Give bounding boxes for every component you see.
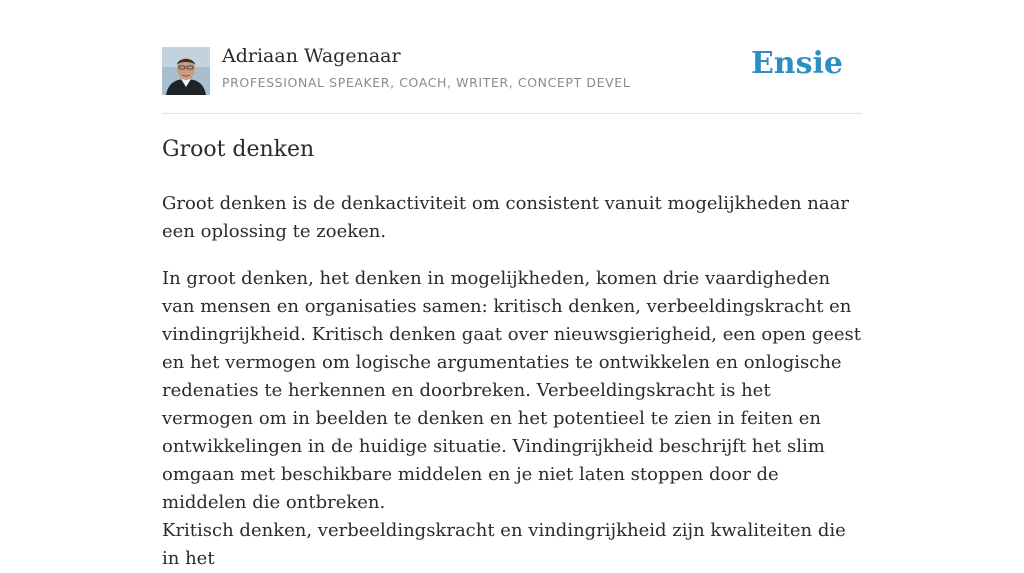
author-subtitle: PROFESSIONAL SPEAKER, COACH, WRITER, CONCEPT DEVEL <box>222 75 631 90</box>
article-paragraph-text: In groot denken, het denken in mogelijkheden, komen drie vaardigheden van mensen en organisaties samen: kritisch denken, verbeeldingskracht en vindingrijkheid. Kritisch denken gaat over nieuwsgierigheid, een open geest en het vermogen om logische argumentaties te ontwikkelen en onlogische redenaties te herkennen en doorbreken. Verbeeldingskracht is het vermogen om in beelden te denken en het potentieel te zien in feiten en ontwikkelingen in de huidige situatie. Vindingrijkheid beschrijft het slim omgaan met beschikbare middelen en je niet laten stoppen door de middelen die ontbreken. <box>162 268 861 513</box>
ensie-logo[interactable]: Ensie <box>750 46 843 81</box>
article-paragraph <box>162 265 862 573</box>
article-title: Groot denken <box>162 137 315 162</box>
article-paragraph-text: Kritisch denken, verbeeldingskracht en vindingrijkheid zijn kwaliteiten die in het <box>162 520 846 569</box>
author-name[interactable]: Adriaan Wagenaar <box>222 45 401 67</box>
article-paragraph: Groot denken is de denkactiviteit om consistent vanuit mogelijkheden naar een oplossing te zoeken. <box>162 193 849 242</box>
article-body <box>162 190 862 573</box>
author-avatar[interactable] <box>162 47 210 95</box>
author-header <box>162 0 862 114</box>
definition-card <box>162 0 862 569</box>
avatar-portrait-icon <box>162 47 210 95</box>
